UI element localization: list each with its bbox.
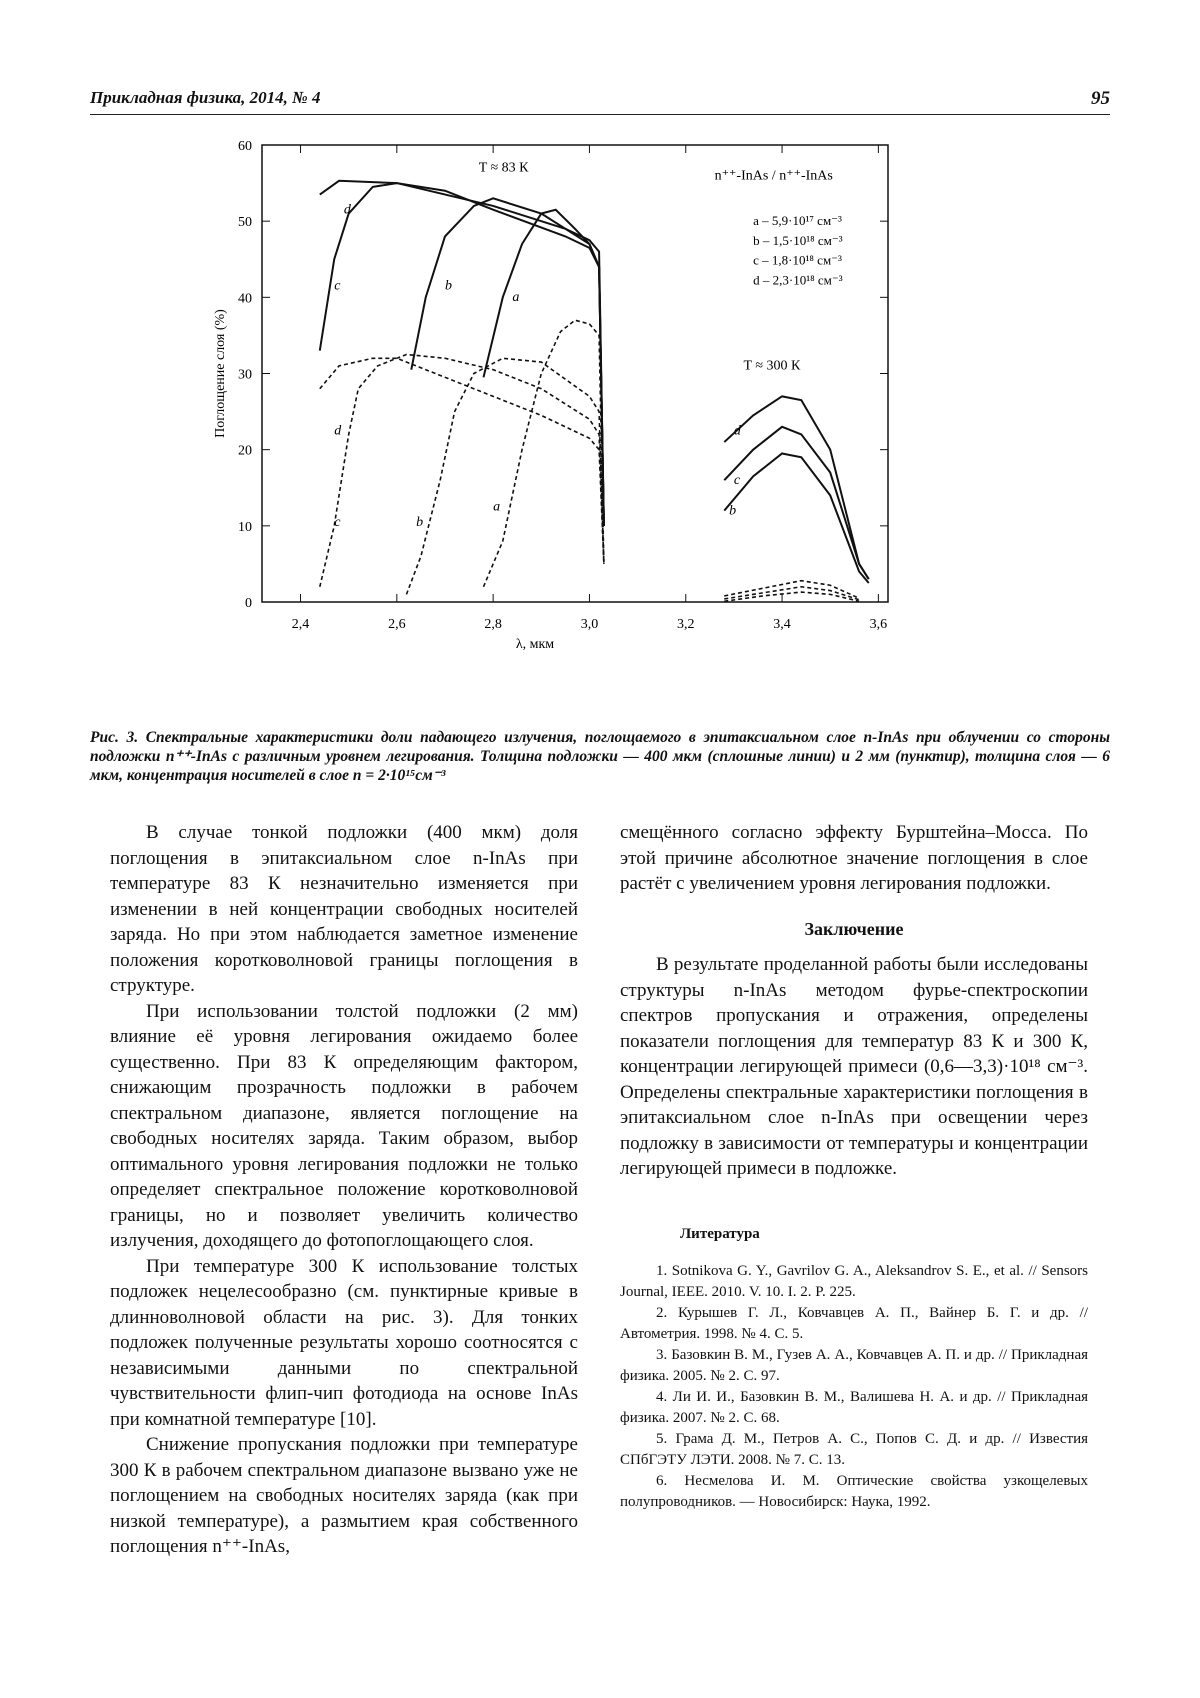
series-d-dashed-T83: [320, 358, 604, 564]
curve-label: c: [334, 278, 341, 294]
conclusion-heading: Заключение: [804, 918, 904, 939]
x-tick-label: 3,2: [677, 617, 695, 632]
annotation-t300: T ≈ 300 К: [743, 358, 801, 374]
series-b-dashed-T300: [724, 592, 859, 601]
paragraph: Снижение пропускания подложки при температуре 300 К в рабочем спектральном диапазоне вызвано уже не поглощением на свободных носителях заряда (как при низкой температуре), а размытием края собственного поглощения n⁺⁺-InAs,: [110, 1434, 578, 1557]
annotation-structure: n⁺⁺-InAs / n⁺⁺-InAs: [714, 168, 833, 184]
series-c-dashed-T300: [724, 587, 859, 600]
x-axis-label: λ, мкм: [515, 637, 555, 652]
curve-label: d: [343, 202, 351, 218]
curve-label: a: [512, 290, 520, 306]
running-header: [90, 88, 1110, 108]
curve-label: b: [444, 278, 452, 294]
series-d-solid-T300: [724, 396, 868, 579]
x-tick-label: 2,6: [388, 617, 406, 632]
page-number: 95: [1091, 88, 1110, 109]
y-tick-label: 50: [238, 215, 252, 231]
reference-item: 6. Несмелова И. М. Оптические свойства узкощелевых полупроводников. — Новосибирск: Наука, 1992.: [620, 1473, 1088, 1510]
legend-entry: c – 1,8·10¹⁸ см⁻³: [753, 252, 842, 268]
references-heading: Литература: [680, 1225, 760, 1242]
paragraph: смещённого согласно эффекту Бурштейна–Мосса. По этой причине абсолютное значение поглощения в слое растёт с увеличением уровня легирования подложки.: [620, 822, 1088, 894]
right-column: [620, 820, 1088, 1513]
series-c-solid-T300: [724, 427, 868, 579]
y-tick-label: 40: [238, 291, 252, 307]
journal-title: Прикладная физика, 2014, № 4: [90, 88, 321, 107]
annotation-t83: T ≈ 83 К: [478, 160, 529, 176]
series-c-dashed-T83: [320, 354, 604, 586]
references-list: [620, 1261, 1088, 1513]
x-tick-label: 3,4: [773, 617, 791, 632]
paragraph: В случае тонкой подложки (400 мкм) доля поглощения в эпитаксиальном слое n-InAs при температуре 83 К незначительно изменяется при изменении в ней концентрации свободных носителей заряда. Но при этом наблюдается заметное изменение положения коротковолновой границы поглощения в структуре.: [110, 822, 578, 996]
series-c-solid-T83: [320, 183, 604, 526]
y-tick-label: 20: [238, 443, 252, 459]
reference-item: 2. Курышев Г. Л., Ковчавцев А. П., Вайнер Б. Г. и др. // Автометрия. 1998. № 4. С. 5.: [620, 1305, 1088, 1342]
legend-entry: d – 2,3·10¹⁸ см⁻³: [753, 272, 843, 288]
curve-label: b: [729, 503, 737, 519]
paragraph: При использовании толстой подложки (2 мм) влияние её уровня легирования ожидаемо более существенно. При 83 К определяющим фактором, снижающим прозрачность подложки в рабочем спектральном диапазоне, является поглощение на свободных носителях заряда. Таким образом, выбор оптимального уровня легирования подложки не только определяет спектральное положение коротковолновой границы, но и позволяет увеличить количество излучения, доходящего до фотопоглощающего слоя.: [110, 1000, 578, 1251]
reference-item: 1. Sotnikova G. Y., Gavrilov G. A., Aleksandrov S. E., et al. // Sensors Journal, IEEE. 2010. V. 10. I. 2. P. 225.: [620, 1263, 1088, 1300]
paragraph: В результате проделанной работы были исследованы структуры n-InAs методом фурье-спектроскопии спектров пропускания и отражения, определены показатели поглощения для температур 83 К и 300 К, концентрации легирующей примеси (0,6—3,3)·10¹⁸ см⁻³. Определены спектральные характеристики поглощения в эпитаксиальном слое n-InAs при освещении через подложку в зависимости от температуры и концентрации легирующей примеси в подложке.: [620, 954, 1088, 1179]
absorption-chart: [210, 135, 910, 655]
series-b-dashed-T83: [406, 358, 603, 594]
figure-caption: Рис. 3. Спектральные характеристики доли падающего излучения, поглощаемого в эпитаксиальном слое n-InAs при облучении со стороны подложки n⁺⁺-InAs с различным уровнем легирования. Толщина подложки — 400 мкм (сплошные линии) и 2 мм (пунктир), толщина слоя — 6 мкм, концентрация носителей в слое n = 2·10¹⁵см⁻³: [90, 729, 1110, 784]
series-a-dashed-T83: [484, 320, 604, 587]
reference-item: 3. Базовкин В. М., Гузев А. А., Ковчавцев А. П. и др. // Прикладная физика. 2005. № 2. С. 97.: [620, 1347, 1088, 1384]
curve-label: b: [416, 514, 424, 530]
y-tick-label: 30: [238, 367, 252, 383]
x-tick-label: 2,4: [291, 617, 310, 632]
legend-entry: a – 5,9·10¹⁷ см⁻³: [753, 212, 842, 228]
curve-label: a: [493, 499, 501, 515]
reference-item: 4. Ли И. И., Базовкин В. М., Валишева Н. А. и др. // Прикладная физика. 2007. № 2. С. 68.: [620, 1389, 1088, 1426]
x-tick-label: 3,6: [869, 617, 888, 632]
y-tick-label: 0: [245, 596, 252, 611]
reference-item: 5. Грама Д. М., Петров А. С., Попов С. Д. и др. // Известия СПбГЭТУ ЛЭТИ. 2008. № 7. С. 13.: [620, 1431, 1088, 1468]
curve-label: d: [733, 423, 741, 439]
series-d-dashed-T300: [724, 581, 859, 599]
left-column: [110, 820, 578, 1560]
curve-label: d: [334, 423, 342, 439]
header-rule: [90, 114, 1110, 115]
y-tick-label: 10: [238, 519, 252, 535]
y-axis-label: Поглощение слоя (%): [213, 309, 228, 438]
curve-label: c: [733, 472, 741, 488]
x-tick-label: 2,8: [484, 617, 502, 632]
curve-label: c: [334, 514, 341, 530]
y-tick-label: 60: [238, 139, 252, 154]
series-d-solid-T83: [320, 181, 604, 526]
paragraph: При температуре 300 К использование толстых подложек нецелесообразно (см. пунктирные кривые в длинноволновой области на рис. 3). Для тонких подложек полученные результаты хорошо соотносятся с независимыми данными по спектральной чувствительности флип-чип фотодиода на основе InAs при комнатной температуре [10].: [110, 1255, 578, 1430]
x-tick-label: 3,0: [580, 617, 599, 632]
legend-entry: b – 1,5·10¹⁸ см⁻³: [753, 232, 843, 248]
